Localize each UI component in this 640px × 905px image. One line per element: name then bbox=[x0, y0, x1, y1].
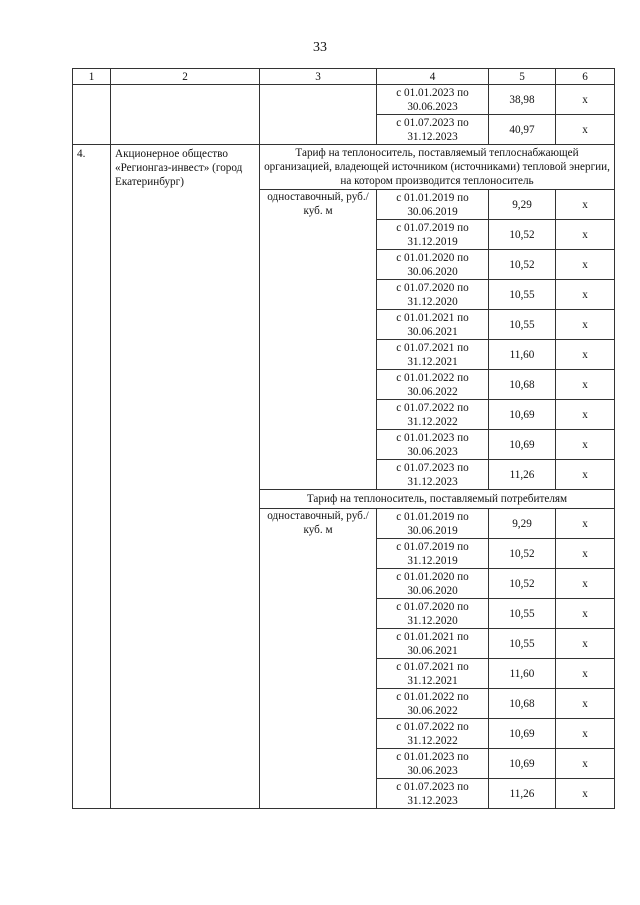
period-cell: с 01.01.2021 по 30.06.2021 bbox=[377, 310, 489, 340]
period-cell: с 01.07.2023 по 31.12.2023 bbox=[377, 779, 489, 809]
page-number: 33 bbox=[313, 40, 327, 55]
period-cell: с 01.01.2019 по 30.06.2019 bbox=[377, 190, 489, 220]
mark-cell: х bbox=[556, 779, 615, 809]
mark-cell: х bbox=[556, 310, 615, 340]
mark-cell: х bbox=[556, 509, 615, 539]
value-cell: 10,52 bbox=[489, 250, 556, 280]
header-cell: 3 bbox=[260, 69, 377, 85]
mark-cell: х bbox=[556, 599, 615, 629]
value-cell: 10,52 bbox=[489, 220, 556, 250]
tariff-table bbox=[72, 68, 615, 809]
value-cell: 11,60 bbox=[489, 659, 556, 689]
period-cell: с 01.07.2019 по 31.12.2019 bbox=[377, 539, 489, 569]
value-cell: 10,69 bbox=[489, 400, 556, 430]
period-cell: с 01.07.2023 по 31.12.2023 bbox=[377, 115, 489, 145]
unit-cell: одноставочный, руб./куб. м bbox=[260, 190, 377, 490]
period-cell: с 01.07.2020 по 31.12.2020 bbox=[377, 599, 489, 629]
value-cell: 10,55 bbox=[489, 629, 556, 659]
mark-cell: х bbox=[556, 85, 615, 115]
value-cell: 10,52 bbox=[489, 569, 556, 599]
tariff-title-row bbox=[73, 145, 615, 190]
value-cell: 10,69 bbox=[489, 430, 556, 460]
period-cell: с 01.07.2021 по 31.12.2021 bbox=[377, 340, 489, 370]
value-cell: 10,68 bbox=[489, 689, 556, 719]
header-cell: 5 bbox=[489, 69, 556, 85]
mark-cell: х bbox=[556, 250, 615, 280]
mark-cell: х bbox=[556, 569, 615, 599]
table-header-row bbox=[73, 69, 615, 85]
unit-cell: одноставочный, руб./куб. м bbox=[260, 509, 377, 809]
value-cell: 10,69 bbox=[489, 719, 556, 749]
table-row bbox=[73, 85, 615, 115]
mark-cell: х bbox=[556, 190, 615, 220]
value-cell: 38,98 bbox=[489, 85, 556, 115]
mark-cell: х bbox=[556, 400, 615, 430]
mark-cell: х bbox=[556, 629, 615, 659]
mark-cell: х bbox=[556, 749, 615, 779]
header-cell: 6 bbox=[556, 69, 615, 85]
period-cell: с 01.01.2023 по 30.06.2023 bbox=[377, 749, 489, 779]
value-cell: 40,97 bbox=[489, 115, 556, 145]
unit-cell bbox=[260, 85, 377, 145]
mark-cell: х bbox=[556, 115, 615, 145]
value-cell: 10,55 bbox=[489, 280, 556, 310]
header-cell: 4 bbox=[377, 69, 489, 85]
period-cell: с 01.07.2022 по 31.12.2022 bbox=[377, 719, 489, 749]
value-cell: 11,26 bbox=[489, 779, 556, 809]
value-cell: 9,29 bbox=[489, 190, 556, 220]
mark-cell: х bbox=[556, 719, 615, 749]
period-cell: с 01.01.2019 по 30.06.2019 bbox=[377, 509, 489, 539]
tariff-title: Тариф на теплоноситель, поставляемый потребителям bbox=[260, 490, 615, 509]
period-cell: с 01.01.2023 по 30.06.2023 bbox=[377, 430, 489, 460]
value-cell: 10,55 bbox=[489, 310, 556, 340]
mark-cell: х bbox=[556, 539, 615, 569]
mark-cell: х bbox=[556, 689, 615, 719]
period-cell: с 01.07.2019 по 31.12.2019 bbox=[377, 220, 489, 250]
mark-cell: х bbox=[556, 340, 615, 370]
value-cell: 10,68 bbox=[489, 370, 556, 400]
organization-cell bbox=[111, 85, 260, 145]
mark-cell: х bbox=[556, 430, 615, 460]
period-cell: с 01.01.2020 по 30.06.2020 bbox=[377, 250, 489, 280]
number-cell bbox=[73, 85, 111, 145]
value-cell: 10,69 bbox=[489, 749, 556, 779]
period-cell: с 01.07.2020 по 31.12.2020 bbox=[377, 280, 489, 310]
value-cell: 11,26 bbox=[489, 460, 556, 490]
period-cell: с 01.07.2022 по 31.12.2022 bbox=[377, 400, 489, 430]
tariff-title: Тариф на теплоноситель, поставляемый теплоснабжающей организацией, владеющей источником (источниками) тепловой энергии, на котором производится теплоноситель bbox=[260, 145, 615, 190]
period-cell: с 01.01.2022 по 30.06.2022 bbox=[377, 689, 489, 719]
period-cell: с 01.01.2021 по 30.06.2021 bbox=[377, 629, 489, 659]
entry-number: 4. bbox=[73, 145, 111, 809]
mark-cell: х bbox=[556, 370, 615, 400]
value-cell: 10,52 bbox=[489, 539, 556, 569]
mark-cell: х bbox=[556, 460, 615, 490]
period-cell: с 01.01.2023 по 30.06.2023 bbox=[377, 85, 489, 115]
value-cell: 9,29 bbox=[489, 509, 556, 539]
mark-cell: х bbox=[556, 280, 615, 310]
mark-cell: х bbox=[556, 220, 615, 250]
value-cell: 10,55 bbox=[489, 599, 556, 629]
period-cell: с 01.01.2022 по 30.06.2022 bbox=[377, 370, 489, 400]
period-cell: с 01.07.2023 по 31.12.2023 bbox=[377, 460, 489, 490]
period-cell: с 01.07.2021 по 31.12.2021 bbox=[377, 659, 489, 689]
organization-name: Акционерное общество «Регионгаз-инвест» (город Екатеринбург) bbox=[111, 145, 260, 809]
period-cell: с 01.01.2020 по 30.06.2020 bbox=[377, 569, 489, 599]
header-cell: 2 bbox=[111, 69, 260, 85]
header-cell: 1 bbox=[73, 69, 111, 85]
mark-cell: х bbox=[556, 659, 615, 689]
value-cell: 11,60 bbox=[489, 340, 556, 370]
